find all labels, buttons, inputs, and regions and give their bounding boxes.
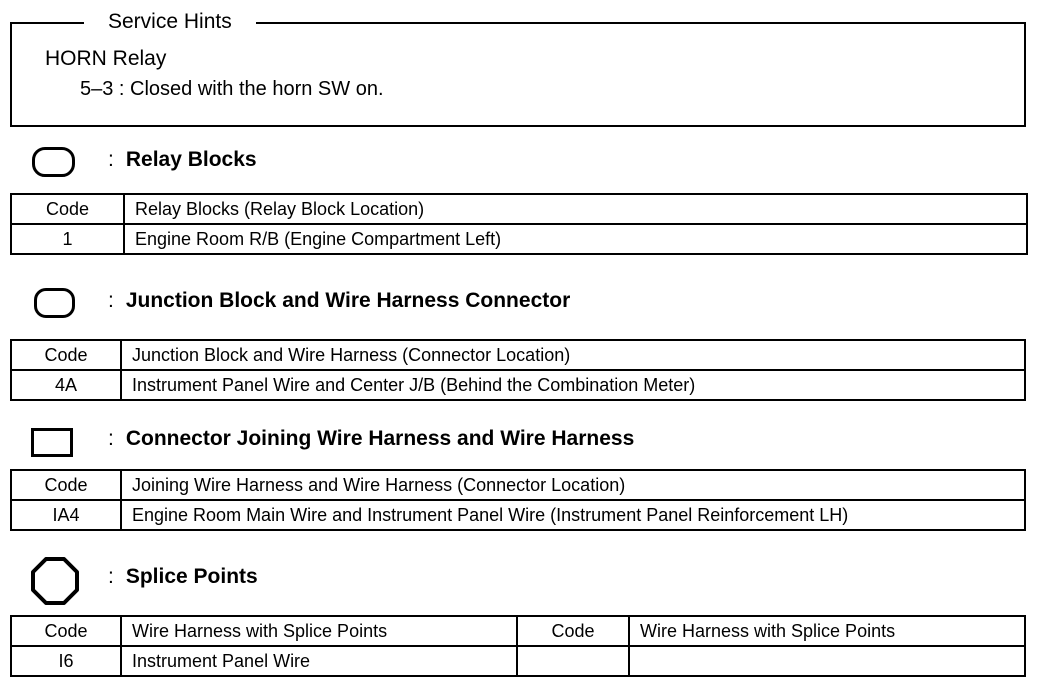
header-code-2: Code [517, 616, 629, 646]
row-desc-2 [629, 646, 1025, 676]
header-code: Code [11, 340, 121, 370]
junction-block-table [10, 339, 1026, 401]
row-desc-1: Instrument Panel Wire [121, 646, 517, 676]
row-code: 4A [11, 370, 121, 400]
table-header-row [11, 194, 1027, 224]
header-code: Code [11, 470, 121, 500]
header-desc: Junction Block and Wire Harness (Connector Location) [121, 340, 1025, 370]
table-row [11, 500, 1025, 530]
table-header-row [11, 340, 1025, 370]
header-desc-1: Wire Harness with Splice Points [121, 616, 517, 646]
table-row [11, 370, 1025, 400]
table-row [11, 224, 1027, 254]
table-header-row [11, 470, 1025, 500]
junction-block-heading: : Junction Block and Wire Harness Connector [108, 289, 571, 312]
service-hints-legend: Service Hints [84, 10, 256, 34]
junction-block-symbol-icon [34, 288, 75, 318]
relay-blocks-heading: : Relay Blocks [108, 148, 257, 171]
row-desc: Engine Room R/B (Engine Compartment Left) [124, 224, 1027, 254]
splice-points-heading: : Splice Points [108, 565, 258, 588]
header-desc: Relay Blocks (Relay Block Location) [124, 194, 1027, 224]
header-code: Code [11, 194, 124, 224]
row-desc: Engine Room Main Wire and Instrument Panel Wire (Instrument Panel Reinforcement LH) [121, 500, 1025, 530]
row-code-2 [517, 646, 629, 676]
relay-blocks-table [10, 193, 1028, 255]
row-code: IA4 [11, 500, 121, 530]
header-code-1: Code [11, 616, 121, 646]
connector-table [10, 469, 1026, 531]
row-desc: Instrument Panel Wire and Center J/B (Behind the Combination Meter) [121, 370, 1025, 400]
row-code-1: I6 [11, 646, 121, 676]
splice-point-symbol-icon [30, 556, 80, 606]
connector-symbol-icon [31, 428, 73, 457]
table-header-row [11, 616, 1025, 646]
service-hints-title: HORN Relay [45, 47, 167, 70]
connector-heading: : Connector Joining Wire Harness and Wire Harness [108, 427, 635, 450]
table-row [11, 646, 1025, 676]
relay-block-symbol-icon [32, 147, 75, 177]
row-code: 1 [11, 224, 124, 254]
header-desc-2: Wire Harness with Splice Points [629, 616, 1025, 646]
service-hints-line: 5–3 : Closed with the horn SW on. [80, 78, 384, 100]
header-desc: Joining Wire Harness and Wire Harness (Connector Location) [121, 470, 1025, 500]
splice-points-table [10, 615, 1026, 677]
service-hints-box [10, 10, 1026, 127]
